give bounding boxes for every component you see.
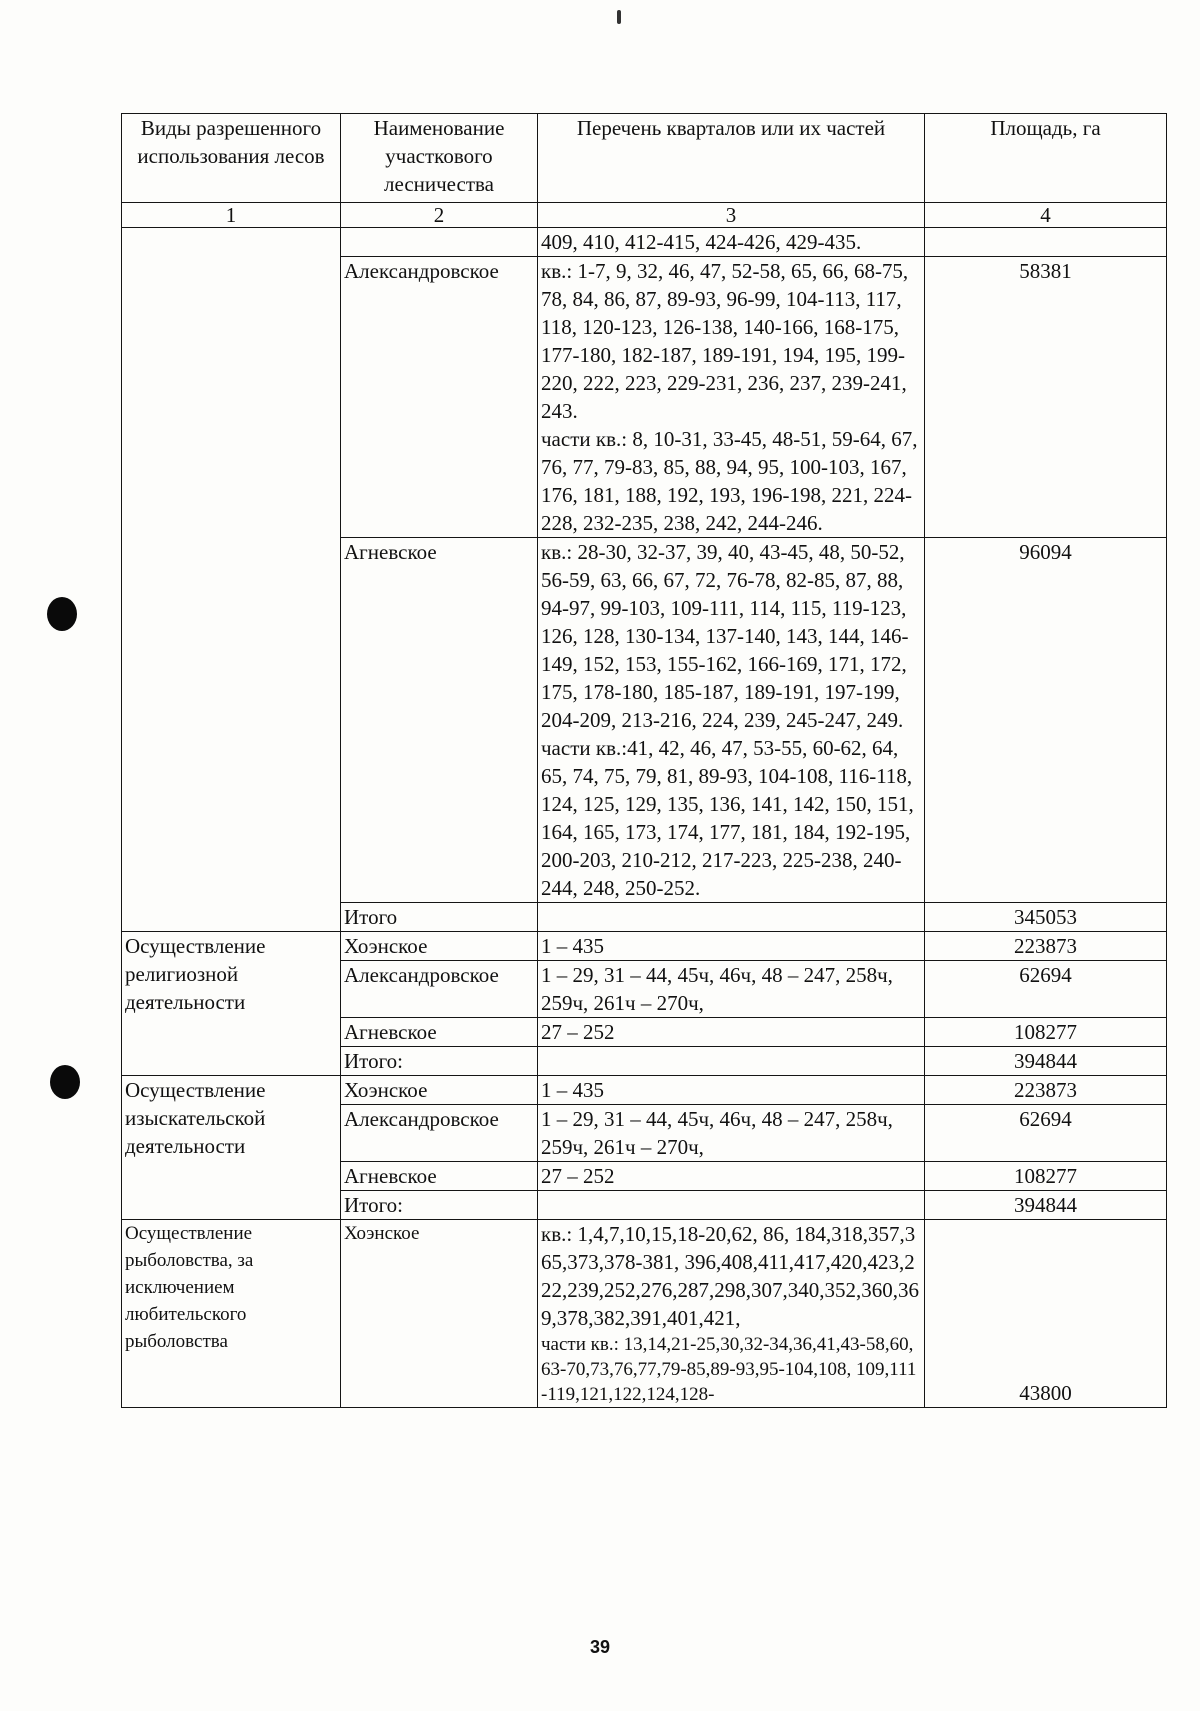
total-label: Итого:: [341, 1191, 538, 1220]
header-quarters: Перечень кварталов или их частей: [538, 114, 925, 203]
area-cell: [925, 228, 1167, 257]
area-cell: 58381: [925, 257, 1167, 538]
forestry-cell: Александровское: [341, 961, 538, 1018]
table-row: [122, 932, 1167, 961]
quarters-cell: [538, 538, 925, 903]
col-number-2: 2: [341, 203, 538, 228]
forestry-cell: Хоэнское: [341, 932, 538, 961]
area-cell: 108277: [925, 1162, 1167, 1191]
quarters-cell: 1 – 29, 31 – 44, 45ч, 46ч, 48 – 247, 258ч, 259ч, 261ч – 270ч,: [538, 961, 925, 1018]
forestry-cell: [341, 228, 538, 257]
quarters-cell: 1 – 29, 31 – 44, 45ч, 46ч, 48 – 247, 258ч, 259ч, 261ч – 270ч,: [538, 1105, 925, 1162]
forestry-cell: Агневское: [341, 538, 538, 903]
quarters-cell: 27 – 252: [538, 1018, 925, 1047]
forest-use-table: [121, 113, 1167, 1408]
area-cell: 62694: [925, 1105, 1167, 1162]
quarter-parts-list: части кв.:41, 42, 46, 47, 53-55, 60-62, 64, 65, 74, 75, 79, 81, 89-93, 104-108, 116-118, 124, 125, 129, 135, 136, 141, 142, 150, 151, 164, 165, 173, 174, 177, 181, 184, 192-195, 200-203, 210-212, 217-223, 225-238, 240-244, 248, 250-252.: [541, 736, 914, 900]
punch-hole-mark: [47, 597, 77, 631]
area-cell: 223873: [925, 932, 1167, 961]
punch-hole-mark: [50, 1065, 80, 1099]
area-cell: 96094: [925, 538, 1167, 903]
quarters-list: кв.: 1-7, 9, 32, 46, 47, 52-58, 65, 66, 68-75, 78, 84, 86, 87, 89-93, 96-99, 104-113, 117, 118, 120-123, 126-138, 140-166, 168-175, 177-180, 182-187, 189-191, 194, 195, 199-220, 222, 223, 229-231, 236, 237, 239-241, 243.: [541, 259, 909, 423]
table-row: [122, 228, 1167, 257]
quarters-cell: 1 – 435: [538, 1076, 925, 1105]
total-area: 394844: [925, 1047, 1167, 1076]
area-cell: 108277: [925, 1018, 1167, 1047]
col-number-4: 4: [925, 203, 1167, 228]
total-label: Итого: [341, 903, 538, 932]
forestry-cell: Александровское: [341, 257, 538, 538]
quarters-cell: [538, 903, 925, 932]
total-area: 394844: [925, 1191, 1167, 1220]
quarters-cell: 1 – 435: [538, 932, 925, 961]
col-number-3: 3: [538, 203, 925, 228]
page-number: 39: [589, 1637, 611, 1657]
quarter-parts-list: части кв.: 8, 10-31, 33-45, 48-51, 59-64, 67, 76, 77, 79-83, 85, 88, 94, 95, 100-103, 167, 176, 181, 188, 192, 193, 196-198, 221, 224-228, 232-235, 238, 242, 244-246.: [541, 427, 918, 535]
forestry-cell: Хоэнское: [341, 1076, 538, 1105]
header-forestry: Наименование участкового лесничества: [341, 114, 538, 203]
header-use-type: Виды разрешенного использования лесов: [122, 114, 341, 203]
table-row: [122, 1076, 1167, 1105]
total-area: 345053: [925, 903, 1167, 932]
document-table-frame: [121, 113, 1162, 1408]
column-number-row: [122, 203, 1167, 228]
header-area: Площадь, га: [925, 114, 1167, 203]
col-number-1: 1: [122, 203, 341, 228]
quarters-list: кв.: 1,4,7,10,15,18-20,62, 86, 184,318,357,365,373,378-381, 396,408,411,417,420,423,222,239,252,276,287,298,307,340,352,360,369,378,382,391,401,421,: [541, 1222, 919, 1330]
use-type-cell: Осуществление религиозной деятельности: [122, 932, 341, 1076]
forestry-cell: Агневское: [341, 1162, 538, 1191]
total-label: Итого:: [341, 1047, 538, 1076]
quarters-cell: [538, 1047, 925, 1076]
forestry-cell: Александровское: [341, 1105, 538, 1162]
area-cell: 43800: [925, 1220, 1167, 1408]
table-row: [122, 1220, 1167, 1408]
quarters-cell: 409, 410, 412-415, 424-426, 429-435.: [538, 228, 925, 257]
quarters-cell: 27 – 252: [538, 1162, 925, 1191]
use-type-cell: Осуществление изыскательской деятельности: [122, 1076, 341, 1220]
header-row: [122, 114, 1167, 203]
forestry-cell: Агневское: [341, 1018, 538, 1047]
use-type-cell: Осуществление рыболовства, за исключением любительского рыболовства: [122, 1220, 341, 1408]
area-cell: 223873: [925, 1076, 1167, 1105]
quarters-list: кв.: 28-30, 32-37, 39, 40, 43-45, 48, 50-52, 56-59, 63, 66, 67, 72, 76-78, 82-85, 87, 88, 94-97, 99-103, 109-111, 114, 115, 119-123, 126, 128, 130-134, 137-140, 143, 144, 146-149, 152, 153, 155-162, 166-169, 171, 172, 175, 178-180, 185-187, 189-191, 197-199, 204-209, 213-216, 224, 239, 245-247, 249.: [541, 540, 909, 732]
quarters-cell: [538, 1220, 925, 1408]
use-type-cell: [122, 228, 341, 932]
forestry-cell: Хоэнское: [341, 1220, 538, 1408]
quarters-cell: [538, 1191, 925, 1220]
quarter-parts-list: части кв.: 13,14,21-25,30,32-34,36,41,43-58,60,63-70,73,76,77,79-85,89-93,95-104,108, 109,111-119,121,122,124,128-: [541, 1334, 917, 1405]
area-cell: 62694: [925, 961, 1167, 1018]
quarters-cell: [538, 257, 925, 538]
